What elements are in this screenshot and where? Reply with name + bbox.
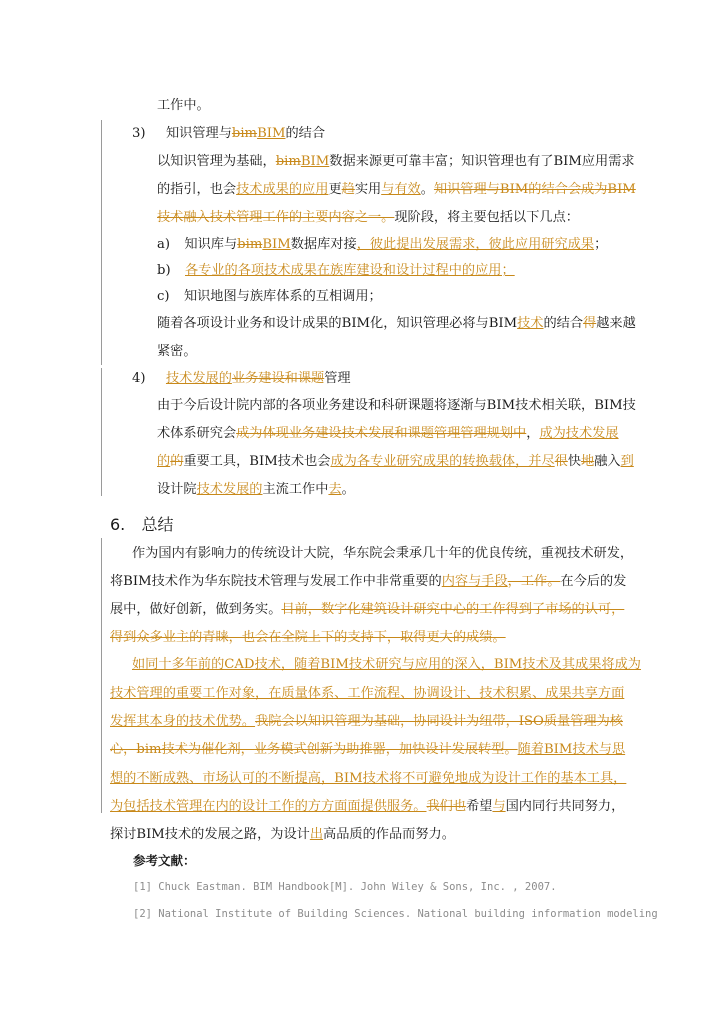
summary-line6: 技术管理的重要工作对象，在质量体系、工作流程、协调设计、技术积累、成果共享方面: [110, 686, 625, 701]
item4-para-line2: 术体系研究会成为体现业务建设技术发展和课题管理管理规划中，成为技术发展: [157, 426, 619, 441]
reference-item: [1] Chuck Eastman. BIM Handbook[M]. John Wiley & Sons, Inc. , 2007.: [133, 881, 557, 893]
summary-line3: 展中，做好创新，做到务实。目前，数字化建筑设计研究中心的工作得到了市场的认可，: [110, 602, 625, 617]
summary-line7: 发挥其本身的技术优势。我院会以知识管理为基础，协同设计为纽带，ISO质量管理为核: [110, 714, 623, 729]
item3-sub-a: a) 知识库与bimBIM数据库对接，彼此提出发展需求，彼此应用研究成果；: [157, 237, 608, 252]
summary-line11: 探讨BIM技术的发展之路，为设计出高品质的作品而努力。: [110, 827, 455, 842]
summary-line5: 如同十多年前的CAD技术，随着BIM技术研究与应用的深入，BIM技术及其成果将成为: [132, 657, 641, 672]
item4-para-line4: 设计院技术发展的主流工作中去。: [157, 482, 355, 497]
item3-number: 3): [132, 126, 146, 141]
item3-heading: 3) 知识管理与bimBIM的结合: [132, 126, 326, 141]
summary-line10: 为包括技术管理在内的设计工作的方方面面提供服务。我们也希望与国内同行共同努力，: [110, 799, 625, 814]
item3-sub-b: b) 各专业的各项技术成果在族库建设和设计过程中的应用；: [157, 263, 515, 278]
item4-number: 4): [132, 371, 146, 386]
summary-line2: 将BIM技术作为华东院技术管理与发展工作中非常重要的内容与手段，工作。在今后的发: [110, 574, 627, 589]
item3-para-line2: 的指引，也会技术成果的应用更趋实用与有效。知识管理与BIM的结合会成为BIM: [157, 182, 636, 197]
continuation-line: 工作中。: [157, 98, 210, 113]
summary-line9: 想的不断成熟、市场认可的不断提高，BIM技术将不可避免地成为设计工作的基本工具，: [110, 771, 627, 786]
change-bar-item3: [101, 120, 102, 365]
summary-line8: 心，bim技术为催化剂，业务模式创新为助推器，加快设计发展转型。随着BIM技术与思: [110, 742, 626, 757]
item3-sub-c: c) 知识地图与族库体系的互相调用；: [157, 289, 382, 304]
item3-para2-line2: 紧密。: [157, 344, 197, 359]
summary-line1: 作为国内有影响力的传统设计大院，华东院会秉承几十年的优良传统，重视技术研发，: [132, 546, 634, 561]
item3-para2-line1: 随着各项设计业务和设计成果的BIM化，知识管理必将与BIM技术的结合得越来越: [157, 316, 636, 331]
item3-para-line3: 技术融入技术管理工作的主要内容之一。现阶段，将主要包括以下几点：: [157, 210, 579, 225]
section-title: 总结: [141, 515, 174, 534]
change-bar-item4: [101, 368, 102, 496]
section-heading: [110, 514, 173, 536]
change-bar-summary: [101, 538, 102, 813]
section-number: 6.: [110, 515, 126, 534]
references-title: 参考文献：: [133, 853, 196, 868]
reference-item: [2] National Institute of Building Sciences. National building information modeling: [133, 908, 658, 920]
item4-heading: 4) 技术发展的业务建设和课题管理: [132, 371, 351, 386]
item4-para-line1: 由于今后设计院内部的各项业务建设和科研课题将逐渐与BIM技术相关联，BIM技: [157, 398, 636, 413]
summary-line4: 得到众多业主的青睐，也会在全院上下的支持下，取得更大的成绩。: [110, 630, 506, 645]
item3-para-line1: 以知识管理为基础，bimBIM数据来源更可靠丰富；知识管理也有了BIM应用需求: [157, 154, 635, 169]
item4-para-line3: 的的重要工具，BIM技术也会成为各专业研究成果的转换载体，并尽很快地融入到: [157, 454, 634, 469]
